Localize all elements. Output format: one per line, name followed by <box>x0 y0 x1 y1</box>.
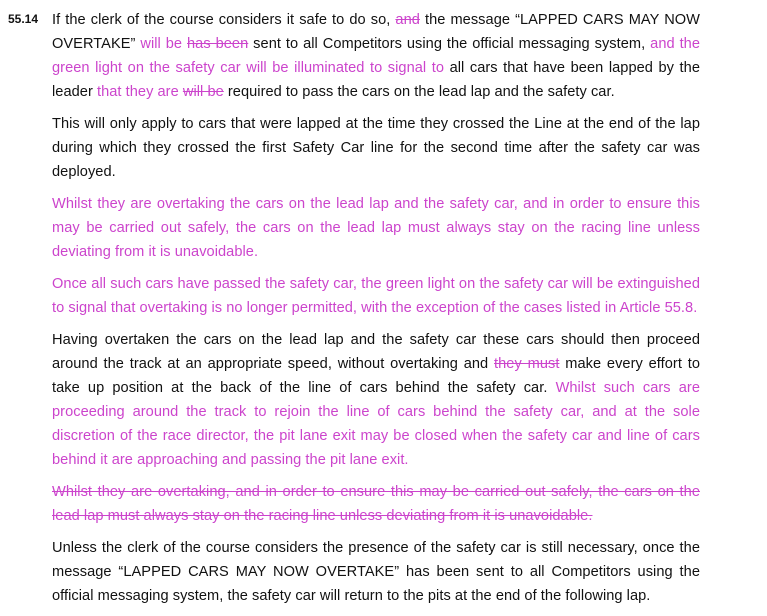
body-text: make every effort to take up position at the back of the line of cars behind the safety car. <box>52 356 701 396</box>
article-number: 55.14 <box>8 12 39 26</box>
paragraph <box>52 536 700 608</box>
deleted-text: has been <box>187 36 249 52</box>
deleted-text: and <box>395 12 420 28</box>
paragraph <box>52 192 700 264</box>
deleted-text: Whilst they are overtaking, and in order to ensure this may be carried out safely, the cars on the lead lap must always stay on the racing line unless deviating from it is unavoidable. <box>52 484 700 524</box>
paragraph <box>52 8 700 104</box>
body-text: This will only apply to cars that were lapped at the time they crossed the Line at the end of the lap during which they crossed the first Safety Car line for the second time after the safety car was deployed. <box>52 116 700 180</box>
body-text: the message “LAPPED CARS MAY NOW OVERTAKE” <box>52 12 701 52</box>
body-text: Having overtaken the cars on the lead lap and the safety car these cars should then proceed around the track at an appropriate speed, without overtaking and <box>52 332 700 372</box>
paragraph <box>52 112 700 184</box>
inserted-text: Whilst such cars are proceeding around the track to rejoin the line of cars behind the safety car, and at the sole discretion of the race director, the pit lane exit may be closed when the safety car and line of cars behind it are approaching and passing the pit lane exit. <box>52 380 700 468</box>
inserted-text: will be <box>140 36 183 52</box>
body-text: Unless the clerk of the course considers the presence of the safety car is still necessary, once the message “LAPPED CARS MAY NOW OVERTAKE” has been sent to all Competitors using the official messaging system, the safety car will return to the pits at the end of the following lap. <box>52 540 700 604</box>
deleted-text: will be <box>182 84 224 100</box>
inserted-text: Whilst they are overtaking the cars on the lead lap and the safety car, and in order to ensure this may be carried out safely, the cars on the lead lap must always stay on the racing line unless deviating from it is unavoidable. <box>52 196 700 260</box>
body-text: sent to all Competitors using the official messaging system, <box>248 36 651 52</box>
paragraph <box>52 272 700 320</box>
body-text: all cars that have been lapped by the leader <box>52 60 700 100</box>
paragraph <box>52 328 700 472</box>
inserted-text: that they are <box>96 84 179 100</box>
inserted-text: Once all such cars have passed the safety car, the green light on the safety car will be extinguished to signal that overtaking is no longer permitted, with the exception of the cases listed in Article 55.8. <box>52 276 700 316</box>
body-text: If the clerk of the course considers it safe to do so, <box>52 12 396 28</box>
inserted-text: and the green light on the safety car will be illuminated to signal to <box>52 36 701 76</box>
body-text: required to pass the cars on the lead lap and the safety car. <box>223 84 615 100</box>
paragraph <box>52 480 700 528</box>
deleted-text: they must <box>494 356 560 372</box>
article-body <box>52 8 700 616</box>
